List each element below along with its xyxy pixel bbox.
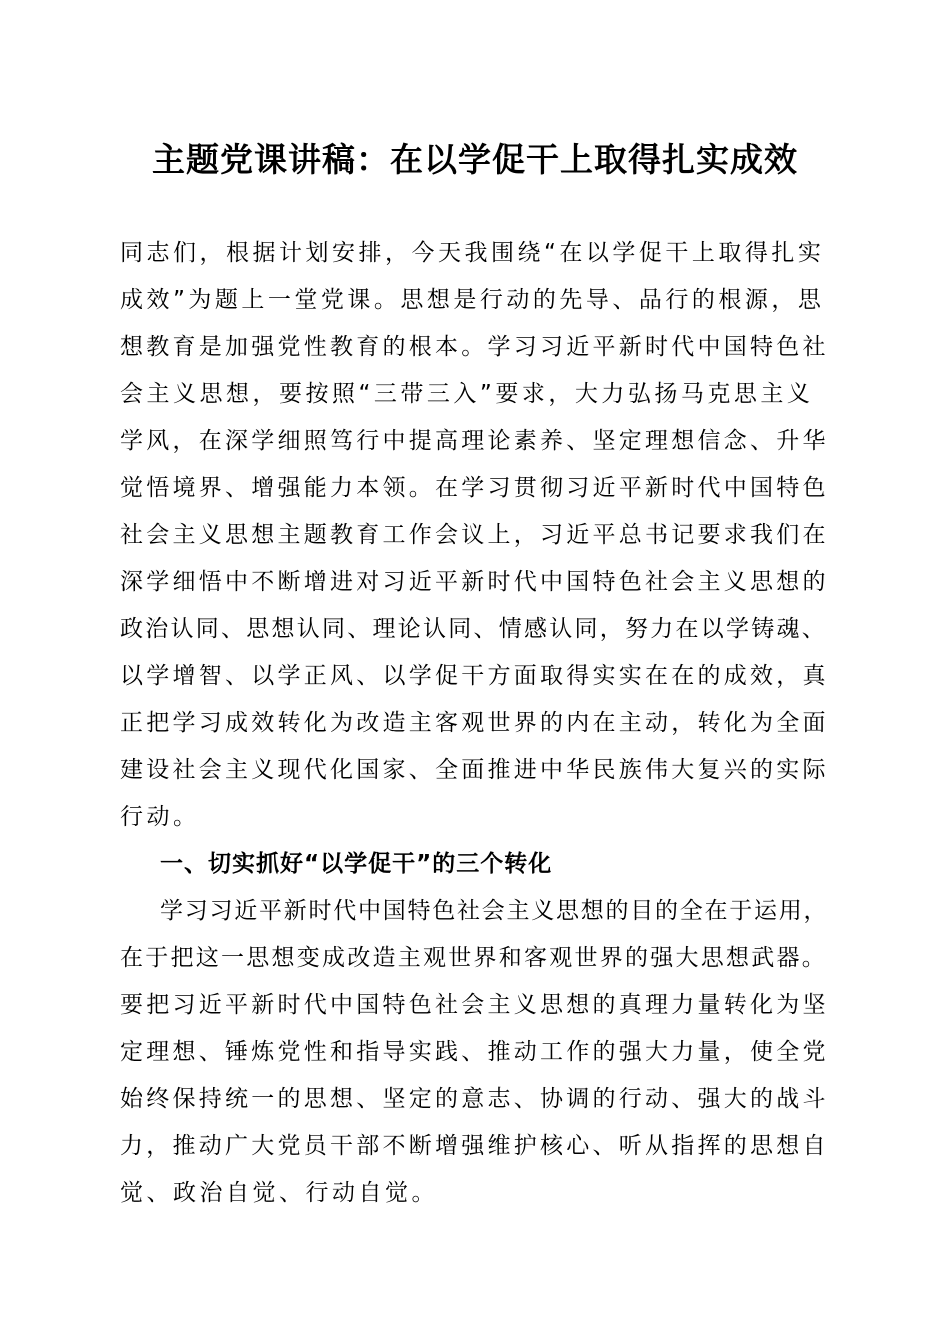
text-line: 正把学习成效转化为改造主客观世界的内在主动，转化为全面 [120, 710, 829, 736]
text-line: 以学增智、以学正风、以学促干方面取得实实在在的成效，真 [120, 663, 829, 689]
text-line: 行动。 [120, 804, 200, 830]
text-line: 学习习近平新时代中国特色社会主义思想的目的全在于运用， [160, 898, 829, 924]
text-line: 定理想、锤炼党性和指导实践、推动工作的强大力量，使全党 [120, 1039, 829, 1065]
text-line: 觉、政治自觉、行动自觉。 [120, 1180, 438, 1206]
text-line: 深学细悟中不断增进对习近平新时代中国特色社会主义思想的 [120, 569, 829, 595]
text-line: 社会主义思想主题教育工作会议上，习近平总书记要求我们在 [120, 522, 829, 548]
paragraph-section1 [120, 888, 832, 1217]
text-line: 会主义思想，要按照“三带三入”要求，大力弘扬马克思主义 [120, 381, 814, 407]
text-line: 始终保持统一的思想、坚定的意志、协调的行动、强大的战斗 [120, 1086, 829, 1112]
text-line: 同志们，根据计划安排，今天我围绕“在以学促干上取得扎实 [120, 240, 825, 266]
paragraph-intro [120, 230, 832, 841]
document-body [120, 230, 832, 1217]
text-line: 要把习近平新时代中国特色社会主义思想的真理力量转化为坚 [120, 992, 829, 1018]
text-line: 想教育是加强党性教育的根本。学习习近平新时代中国特色社 [120, 334, 829, 360]
text-line: 建设社会主义现代化国家、全面推进中华民族伟大复兴的实际 [120, 757, 829, 783]
text-line: 觉悟境界、增强能力本领。在学习贯彻习近平新时代中国特色 [120, 475, 829, 501]
text-line: 学风，在深学细照笃行中提高理论素养、坚定理想信念、升华 [120, 428, 829, 454]
text-line: 在于把这一思想变成改造主观世界和客观世界的强大思想武器。 [120, 945, 827, 971]
section-heading: 一、切实抓好“以学促干”的三个转化 [160, 851, 553, 877]
text-line: 力，推动广大党员干部不断增强维护核心、听从指挥的思想自 [120, 1133, 829, 1159]
text-line: 成效”为题上一堂党课。思想是行动的先导、品行的根源，思 [120, 287, 825, 313]
document-title: 主题党课讲稿：在以学促干上取得扎实成效 [152, 140, 798, 179]
text-line: 政治认同、思想认同、理论认同、情感认同，努力在以学铸魂、 [120, 616, 827, 642]
